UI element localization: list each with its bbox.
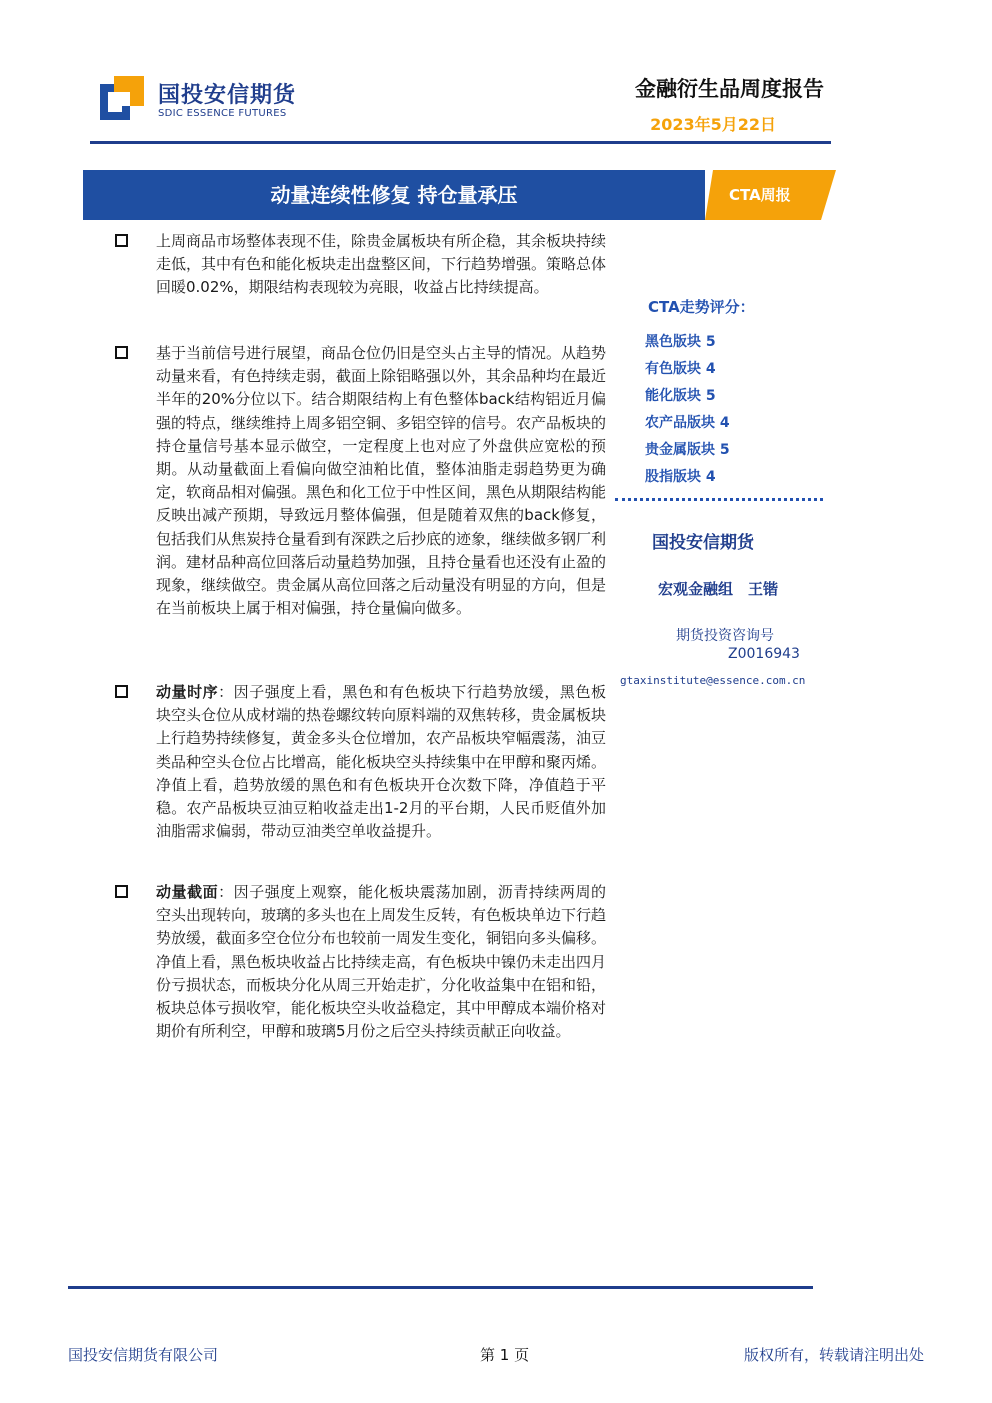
report-category-tag: [705, 170, 836, 220]
report-type-title: 金融衍生品周度报告: [635, 77, 824, 101]
title-banner: [83, 170, 705, 220]
logo-chinese-name: 国投安信期货: [158, 83, 297, 108]
bullet-paragraph: [156, 681, 606, 843]
score-item-nonferrous: 有色版块 4: [645, 361, 716, 377]
bullet-icon: [115, 234, 128, 247]
logo-mark-icon: [100, 76, 144, 120]
company-logo: [100, 72, 300, 128]
bullet-paragraph: [156, 881, 606, 1043]
bullet-body: ：因子强度上看，黑色和有色板块下行趋势放缓，黑色板块空头仓位从成材端的热卷螺纹转向原料端的双焦转移，贵金属板块上行趋势持续修复，黄金多头仓位增加，农产品板块窄幅震荡，油豆类品种空头仓位占比增高，能化板块空头持续集中在甲醇和聚丙烯。净值上看，趋势放缓的黑色和有色板块开仓次数下降，净值趋于平稳。农产品板块豆油豆粕收益走出1-2月的平台期，人民币贬值外加油脂需求偏弱，带动豆油类空单收益提升。: [156, 683, 607, 841]
score-item-agriculture: 农产品版块 4: [645, 415, 730, 431]
tag-label: CTA周报: [729, 186, 791, 204]
bullet-body: ：因子强度上观察，能化板块震荡加剧，沥青持续两周的空头出现转向，玻璃的多头也在上周发生反转，有色板块单边下行趋势放缓，截面多空仓位分布也较前一周发生变化，铜铝向多头偏移。净值上看，黑色板块收益占比持续走高，有色板块中镍仍未走出四月份亏损状态，而板块分化从周三开始走扩，分化收益集中在铝和铅，板块总体亏损收窄，能化板块空头收益稳定，其中甲醇成本端价格对期价有所利空，甲醇和玻璃5月份之后空头持续贡献正向收益。: [156, 883, 607, 1041]
report-headline: 动量连续性修复 持仓量承压: [270, 183, 518, 207]
sidebar-author: 宏观金融组 王锴: [658, 580, 779, 598]
bullet-icon: [115, 346, 128, 359]
bullet-icon: [115, 685, 128, 698]
bullet-paragraph: [156, 342, 606, 620]
footer-copyright: 版权所有，转载请注明出处: [744, 1346, 925, 1364]
footer-page-number: 第 1 页: [480, 1346, 530, 1364]
footer-divider: [68, 1286, 813, 1289]
bullet-icon: [115, 885, 128, 898]
score-item-precious-metals: 贵金属版块 5: [645, 442, 730, 458]
bullet-body: 基于当前信号进行展望，商品仓位仍旧是空头占主导的情况。从趋势动量来看，有色持续走弱，截面上除铝略强以外，其余品种均在最近半年的20%分位以下。结合期限结构上有色整体back结构铝近月偏强的特点，继续维持上周多铝空铜、多铝空锌的信号。农产品板块的持仓量信号基本显示做空，一定程度上也对应了外盘供应宽松的预期。从动量截面上看偏向做空油粕比值，整体油脂走弱趋势更为确定，软商品相对偏强。黑色和化工位于中性区间，黑色从期限结构能反映出减产预期，导致远月整体偏强，但是随着双焦的back修复，包括我们从焦炭持仓量看到有深跌之后抄底的迹象，继续做多钢厂利润。建材品种高位回落后动量趋势加强，且持仓量看也还没有止盈的现象，继续做空。贵金属从高位回落之后动量没有明显的方向，但是在当前板块上属于相对偏强，持仓量偏向做多。: [156, 344, 607, 618]
score-item-ferrous: 黑色版块 5: [645, 334, 716, 350]
sidebar-email-link[interactable]: gtaxinstitute@essence.com.cn: [620, 674, 806, 687]
bullet-lead: 动量截面: [156, 883, 219, 901]
sidebar-cert-number: Z0016943: [728, 646, 800, 662]
sidebar-dotted-divider: [615, 498, 823, 501]
bullet-body: 上周商品市场整体表现不佳，除贵金属板块有所企稳，其余板块持续走低，其中有色和能化板块走出盘整区间，下行趋势增强。策略总体回暖0.02%，期限结构表现较为亮眼，收益占比持续提高。: [156, 232, 607, 297]
header-divider: [90, 141, 831, 144]
score-item-energy-chemical: 能化版块 5: [645, 388, 716, 404]
sidebar-cert-label: 期货投资咨询号: [676, 628, 774, 644]
score-item-stock-index: 股指版块 4: [645, 469, 716, 485]
footer-company: 国投安信期货有限公司: [68, 1346, 219, 1364]
bullet-paragraph: [156, 230, 606, 300]
logo-english-name: SDIC ESSENCE FUTURES: [158, 108, 287, 119]
sidebar-company-name: 国投安信期货: [652, 533, 754, 553]
bullet-lead: 动量时序: [156, 683, 219, 701]
report-date: 2023年5月22日: [650, 115, 776, 134]
cta-score-heading: CTA走势评分：: [648, 298, 755, 316]
